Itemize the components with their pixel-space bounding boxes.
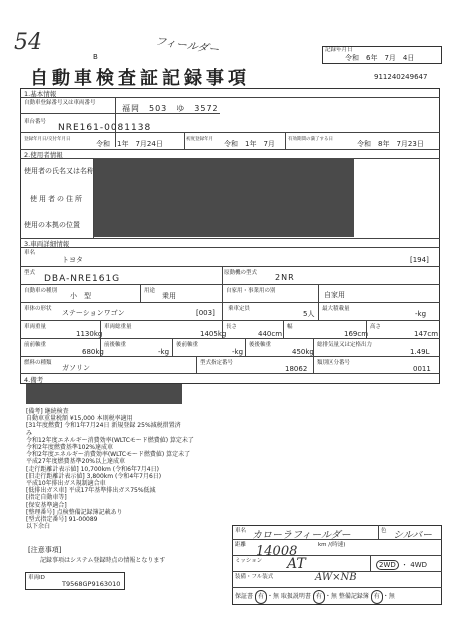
max-load-value: -kg: [415, 310, 427, 318]
record-book-none: 無: [388, 593, 395, 600]
type-number-value: 18062: [285, 365, 308, 373]
notice-text: 記録事項はシステム登録時点の情報となります: [40, 557, 166, 564]
engine-label: 原動機の型式: [224, 270, 258, 276]
record-book-have: 有: [371, 590, 383, 604]
remarks-line: 平成10年排出ガス規制適合車: [26, 480, 106, 488]
private-value: 自家用: [324, 291, 345, 299]
length-label: 長さ: [226, 324, 238, 330]
category-number-value: 0011: [413, 365, 431, 373]
body-code: [003]: [196, 309, 215, 317]
width-value: 169cm: [344, 330, 369, 338]
vehicle-id-value: T9568GP9163010: [62, 580, 121, 588]
sticker-car-value: カローラフィールダー: [252, 530, 351, 541]
manual-none: 無: [330, 593, 337, 600]
rear-rear-axle-label: 後後軸重: [249, 342, 272, 348]
warranty-label: 保証書: [235, 593, 254, 600]
warranty-none: 無: [272, 593, 279, 600]
manual-have: 有: [313, 590, 325, 604]
fuel-value: ガソリン: [62, 364, 90, 372]
sticker-equip-label: 装備・フル装式: [235, 574, 274, 580]
capacity-value: 5人: [303, 310, 315, 318]
body-value: ステーションワゴン: [62, 309, 125, 317]
capacity-label: 乗車定員: [228, 306, 251, 312]
front-rear-axle-value: -kg: [158, 348, 170, 356]
type-number-label: 型式指定番号: [200, 360, 234, 366]
redacted-remarks: [26, 384, 182, 404]
remarks-line: 令和12年度エネルギー消費効率(WLTCモード燃費値) 算定未了: [26, 436, 194, 444]
expiry-label: 有効期間の満了する日: [288, 137, 333, 142]
gross-weight-label: 車両総重量: [104, 324, 132, 330]
drive-4wd: 4WD: [410, 561, 427, 569]
max-load-label: 最大積載量: [322, 306, 350, 312]
use-label: 用途: [144, 288, 156, 294]
reg-number-label: 自動車登録番号又は車両番号: [24, 100, 96, 106]
remarks-line: [指定自動車等]: [26, 494, 67, 502]
sticker-equip-value: AW×NB: [315, 572, 357, 583]
drive-2wd-selected: 2WD: [376, 560, 399, 570]
document-number: 911240249647: [374, 73, 428, 81]
remarks-line: [31年度燃費] 令和1年7月24日 新規登録 25%減税措置済: [26, 422, 181, 430]
sticker-drive-type: 2WD ・ 4WD: [376, 560, 427, 570]
warranty-have: 有: [255, 590, 267, 604]
rear-front-axle-value: -kg: [232, 348, 244, 356]
remarks-line: 自動車重量税額 ¥15,000 本則税率適用: [26, 415, 133, 423]
sticker-car-label: 車名: [235, 528, 247, 534]
vehicle-id-label: 車両ID: [28, 575, 45, 581]
vin-label: 車台番号: [24, 119, 47, 125]
make-label: 車名: [24, 250, 36, 256]
first-reg-value: 令和 1年 7月24日: [96, 140, 163, 148]
sticker-color-value: シルバー: [393, 530, 433, 541]
use-value: 乗用: [162, 292, 176, 300]
sticker-mileage-unit: km /(時速): [318, 542, 346, 548]
rear-rear-axle-value: 450kg: [292, 348, 314, 356]
remarks-line: み: [26, 429, 33, 437]
section-remarks-label: 4.備考: [24, 376, 44, 384]
height-label: 高さ: [370, 324, 382, 330]
reg-number-value: 福岡 503 ゆ 3572: [122, 104, 219, 113]
first-reg-label: 登録年月日/交付年月日: [24, 137, 71, 142]
record-date: 令和 6年 7月 4日: [345, 54, 415, 62]
length-value: 440cm: [258, 330, 283, 338]
redacted-user-info: [94, 158, 354, 237]
handwritten-number: 54: [14, 30, 42, 55]
record-date-label: 記録年月日: [325, 47, 353, 53]
body-label: 車体の形状: [24, 306, 52, 312]
category-number-label: 類別区分番号: [317, 360, 351, 366]
section-user-label: 2.使用者情報: [24, 151, 63, 159]
first-year-label: 初度登録年月: [186, 137, 213, 142]
vin-value: NRE161-0081138: [58, 123, 152, 133]
displacement-label: 総排気量又は定格出力: [317, 342, 373, 348]
remarks-line: [整理番号] 点検整備記録簿記載あり: [26, 508, 123, 516]
height-value: 147cm: [414, 330, 439, 338]
notice-title: [注意事項]: [28, 546, 62, 554]
remarks-line: [低排出ガス車] 平成17年基準排出ガス75%低減: [26, 487, 156, 495]
kind-label: 自動車の種別: [24, 288, 58, 294]
make-code: [194]: [410, 256, 429, 264]
weight-label: 車両重量: [24, 324, 47, 330]
first-year-value: 令和 1年 7月: [224, 140, 275, 148]
weight-value: 1130kg: [76, 330, 103, 338]
front-rear-axle-label: 前後軸重: [104, 342, 127, 348]
displacement-value: 1.49L: [410, 348, 430, 356]
section-basic-label: 1.基本情報: [24, 90, 57, 98]
sticker-mileage-value: 14008: [256, 544, 298, 559]
kind-value: 小 型: [70, 292, 91, 300]
remarks-line: [型式指定番号] 91-00089: [26, 516, 98, 524]
model-label: 型式: [24, 270, 36, 276]
user-name-label: 使用者の氏名又は名称: [24, 167, 94, 175]
manual-label: 取扱説明書: [280, 593, 311, 600]
engine-value: 2NR: [275, 273, 295, 282]
model-value: DBA-NRE161G: [44, 274, 121, 284]
remarks-line: [走行距離計表示値] 10,700km (令和6年7月4日): [26, 465, 159, 473]
sticker-documents-row: 保証書 有 ・無 取扱説明書 有 ・無 整備記録簿 有 ・無: [235, 590, 395, 604]
remarks-text: [26, 408, 251, 530]
remarks-line: [旧走行距離計表示値] 3,800km (令和4年7月6日): [26, 472, 162, 480]
section-vehicle-label: 3.車両詳細情報: [24, 240, 70, 248]
handwritten-note: フィールダー: [154, 34, 220, 57]
make-value: トヨタ: [62, 256, 83, 264]
sticker-mileage-label: 距離: [235, 542, 247, 548]
sticker-mission-value: AT: [287, 556, 306, 572]
remarks-line: 令和2年度エネルギー消費効率(WLTCモード燃費値) 算定未了: [26, 451, 191, 459]
record-book-label: 整備記録簿: [338, 593, 369, 600]
user-base-label: 使用の本拠の位置: [24, 221, 80, 229]
letter-b: B: [93, 53, 98, 61]
page-title: 自動車検査証記録事項: [30, 68, 250, 89]
rear-front-axle-label: 後前軸重: [176, 342, 199, 348]
private-label: 自家用・事業用の別: [226, 288, 276, 294]
sticker-color-label: 色: [381, 528, 387, 534]
expiry-value: 令和 8年 7月23日: [357, 140, 424, 148]
sticker-mission-label: ミッション: [235, 558, 263, 564]
fuel-label: 燃料の種類: [24, 360, 52, 366]
front-front-axle-label: 前前軸重: [24, 342, 47, 348]
front-front-axle-value: 680kg: [82, 348, 104, 356]
width-label: 幅: [287, 324, 293, 330]
remarks-line: 令和2年度燃費基準102%達成車: [26, 444, 113, 452]
remarks-line: 以下余白: [26, 523, 51, 531]
remarks-line: [備考] 継続検査: [26, 408, 69, 415]
remarks-line: [保安基準適合]: [26, 501, 67, 509]
user-address-label: 使用者の住所: [30, 195, 84, 203]
remarks-line: 平成27年度燃費基準20%以上達成車: [26, 458, 125, 466]
gross-weight-value: 1405kg: [200, 330, 227, 338]
